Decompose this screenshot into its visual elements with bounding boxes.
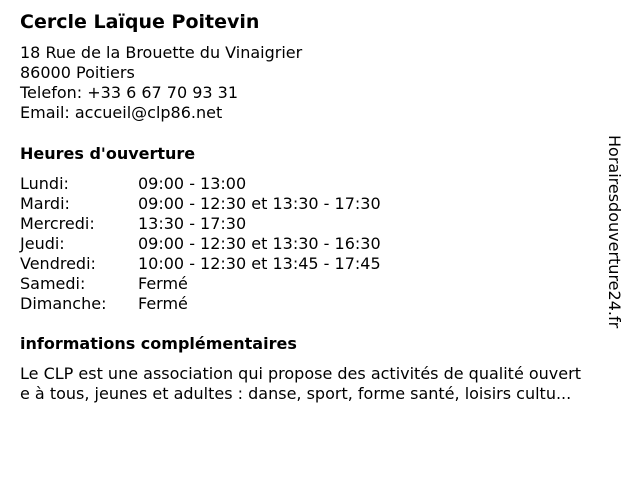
info-heading: informations complémentaires [20, 334, 297, 353]
hours-row-vendredi [20, 254, 460, 274]
info-description [20, 364, 630, 404]
site-watermark: Horairesdouverture24.fr [605, 135, 624, 329]
day-label: Lundi: [20, 174, 69, 193]
info-line-2: e à tous, jeunes et adultes : danse, sport, forme santé, loisirs cultu... [20, 384, 572, 403]
phone-number: Telefon: +33 6 67 70 93 31 [20, 83, 239, 102]
email-address: Email: accueil@clp86.net [20, 103, 223, 122]
contact-block [20, 43, 302, 123]
day-label: Mercredi: [20, 214, 95, 233]
day-label: Jeudi: [20, 234, 65, 253]
time-value: 10:00 - 12:30 et 13:45 - 17:45 [138, 254, 381, 273]
hours-heading: Heures d'ouverture [20, 144, 196, 163]
time-value: 09:00 - 12:30 et 13:30 - 16:30 [138, 234, 381, 253]
day-label: Samedi: [20, 274, 86, 293]
hours-row-jeudi [20, 234, 460, 254]
hours-row-mardi [20, 194, 460, 214]
address-street: 18 Rue de la Brouette du Vinaigrier [20, 43, 303, 62]
business-name: Cercle Laïque Poitevin [20, 11, 260, 33]
address-city: 86000 Poitiers [20, 63, 135, 82]
hours-row-samedi [20, 274, 460, 294]
time-value: 09:00 - 13:00 [138, 174, 247, 193]
time-value: Fermé [138, 274, 188, 293]
time-value: 09:00 - 12:30 et 13:30 - 17:30 [138, 194, 381, 213]
time-value: Fermé [138, 294, 188, 313]
time-value: 13:30 - 17:30 [138, 214, 247, 233]
hours-row-dimanche [20, 294, 460, 314]
hours-row-lundi [20, 174, 460, 194]
hours-row-mercredi [20, 214, 460, 234]
day-label: Mardi: [20, 194, 70, 213]
day-label: Dimanche: [20, 294, 107, 313]
info-line-1: Le CLP est une association qui propose des activités de qualité ouvert [20, 364, 581, 383]
day-label: Vendredi: [20, 254, 96, 273]
hours-table [20, 174, 460, 314]
